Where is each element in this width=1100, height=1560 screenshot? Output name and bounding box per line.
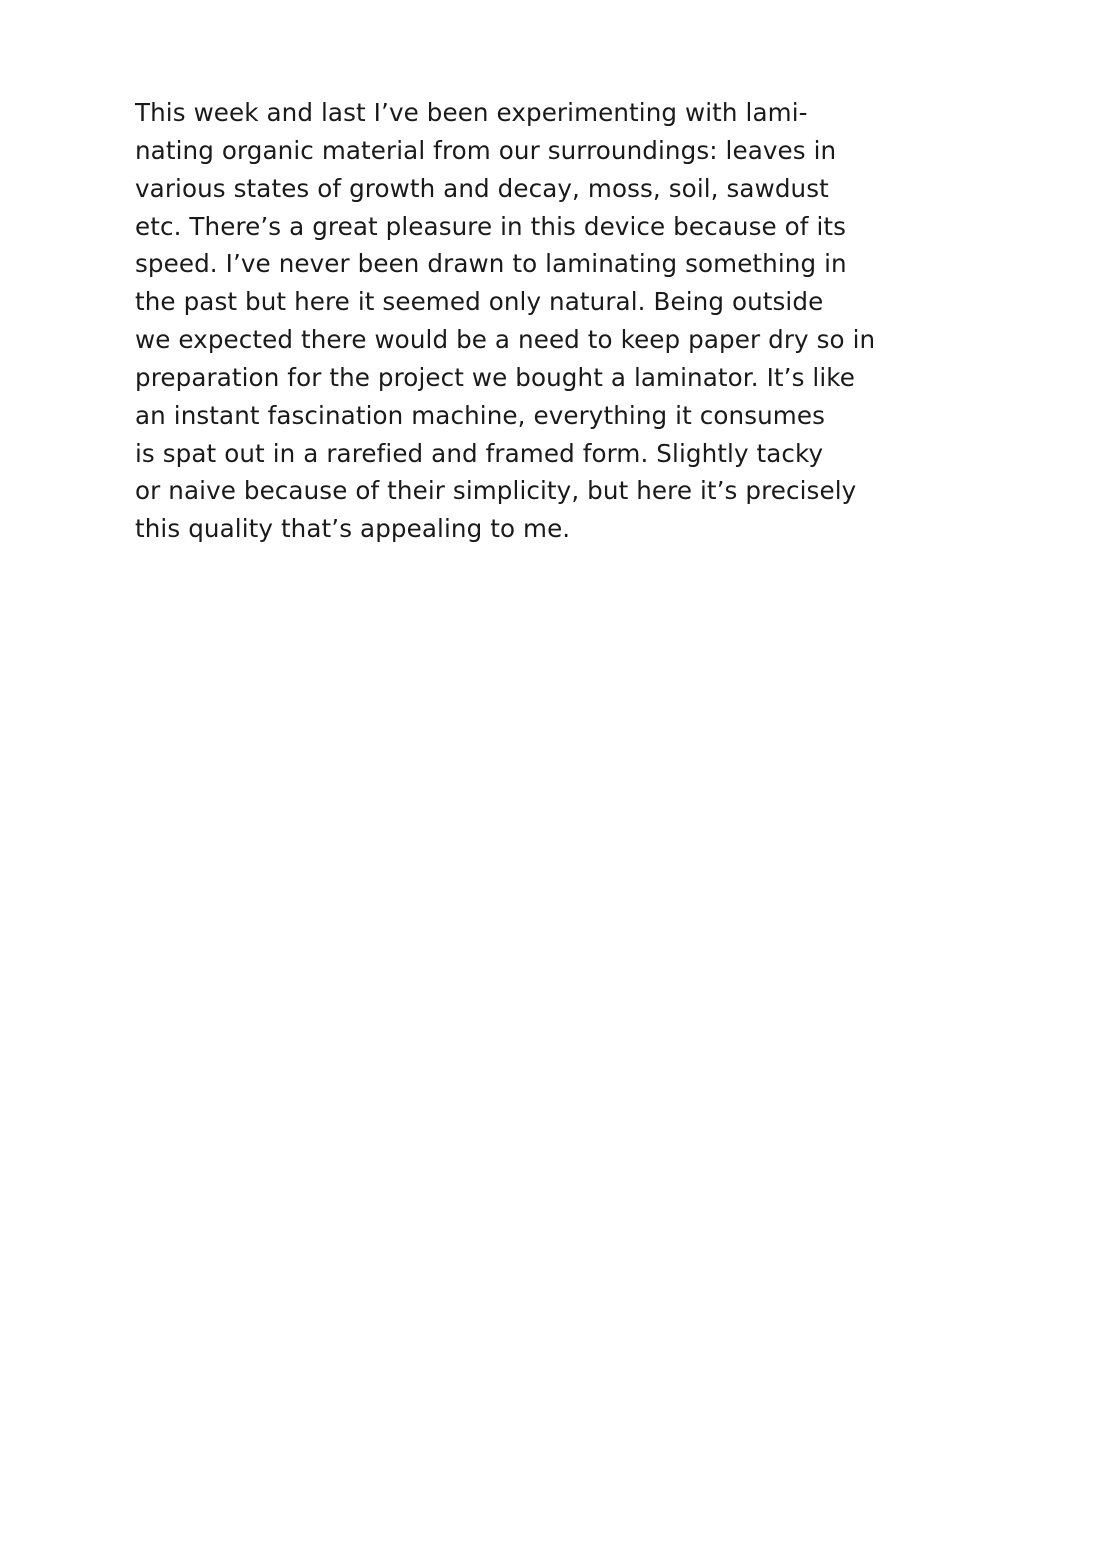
paragraph-line: nating organic material from our surroundings: leaves in xyxy=(135,135,837,165)
paragraph-line: etc. There’s a great pleasure in this device because of its xyxy=(135,211,847,241)
paragraph-line: the past but here it seemed only natural. Being outside xyxy=(135,287,824,317)
paragraph-line: we expected there would be a need to keep paper dry so in xyxy=(135,325,876,355)
paragraph-line: or naive because of their simplicity, but here it’s precisely xyxy=(135,476,857,506)
paragraph-line: This week and last I’ve been experimenting with lami- xyxy=(135,98,808,127)
body-paragraph xyxy=(135,94,995,548)
paragraph-line: various states of growth and decay, moss, soil, sawdust xyxy=(135,173,829,203)
paragraph-line: an instant fascination machine, everything it consumes xyxy=(135,400,825,430)
paragraph-line: speed. I’ve never been drawn to laminating something in xyxy=(135,249,847,279)
paragraph-line: this quality that’s appealing to me. xyxy=(135,514,571,544)
paragraph-line: is spat out in a rarefied and framed form. Slightly tacky xyxy=(135,438,824,468)
paragraph-line: preparation for the project we bought a laminator. It’s like xyxy=(135,362,855,392)
